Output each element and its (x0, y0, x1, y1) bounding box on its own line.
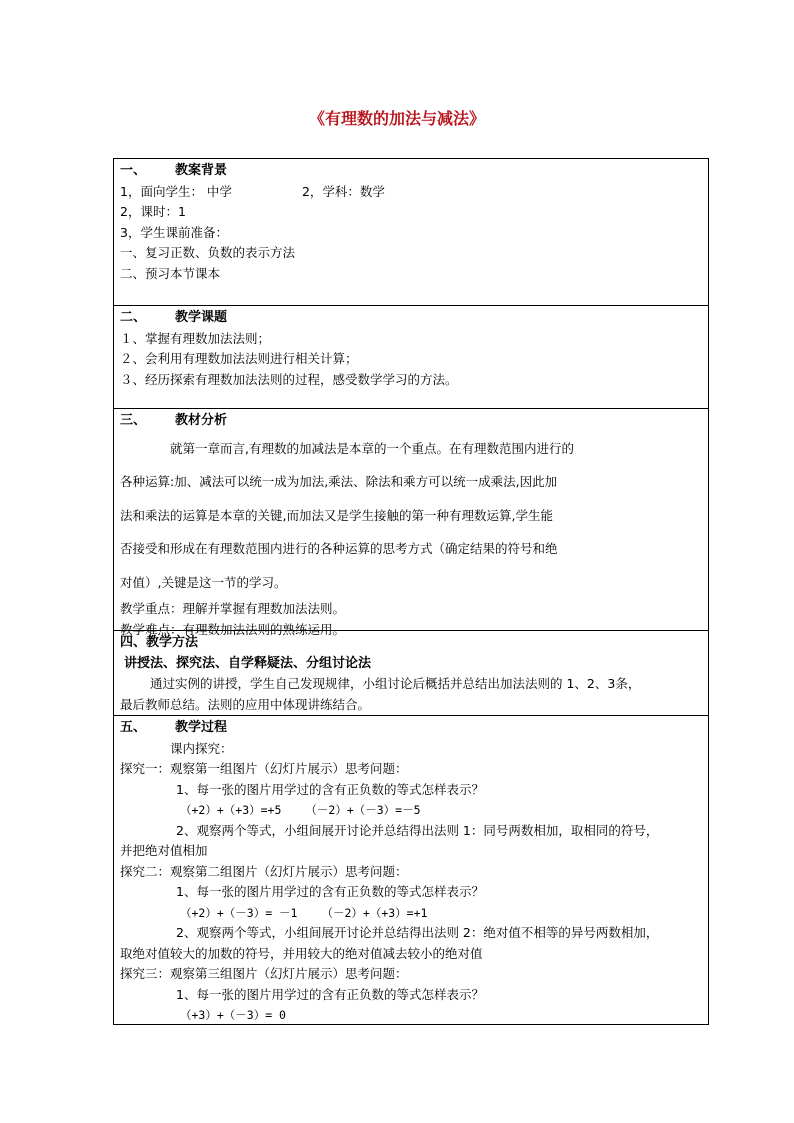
text-line: 2、观察两个等式，小组间展开讨论并总结得出法则 1：同号两数相加，取相同的符号， (176, 822, 659, 838)
section-number: 二、 (120, 310, 147, 325)
text-line: ３、经历探索有理数加法法则的过程，感受数学学习的方法。 (120, 371, 458, 387)
text-line: 3，学生课前准备： (120, 224, 228, 240)
audience-text: 1，面向学生： 中学 (120, 183, 232, 199)
section-title: 教学课题 (175, 310, 228, 325)
text-line: 就第一章而言,有理数的加减法是本章的一个重点。在有理数范围内进行的 (170, 440, 574, 456)
section-heading (120, 718, 702, 739)
text-line: 1、每一张的图片用学过的含有正负数的等式怎样表示？ (176, 884, 484, 899)
section-heading: 四、教学方法 (120, 635, 199, 650)
equation: （+2）+（+3）=+5 (180, 803, 282, 817)
equation: （－2）+（+3）=+1 (321, 905, 428, 920)
key-point: 教学重点：理解并掌握有理数加法法则。 (120, 601, 346, 616)
text-line: 各种运算:加、减法可以统一成为加法,乘法、除法和乘方可以统一成乘法,因此加 (120, 474, 558, 489)
equation-line (120, 800, 702, 821)
text-line: 并把绝对值相加 (120, 843, 208, 858)
text-line: 否接受和形成在有理数范围内进行的各种运算的思考方式（确定结果的符号和绝 (120, 541, 558, 556)
text-line: 课内探究： (170, 740, 233, 756)
equation-line (120, 903, 702, 924)
section-title: 教案背景 (175, 163, 228, 178)
text-line: 探究二：观察第二组图片（幻灯片展示）思考问题： (120, 863, 408, 879)
section-analysis (114, 409, 708, 637)
section-background (114, 159, 708, 306)
section-number: 五、 (120, 720, 147, 735)
section-heading (120, 411, 702, 432)
text-line: 最后教师总结。法则的应用中体现讲练结合。 (120, 696, 371, 712)
text-line: 2，课时：1 (120, 204, 186, 219)
text-line: 取绝对值较大的加数的符号，并用较大的绝对值减去较小的绝对值 (120, 945, 483, 961)
text-line: 2、观察两个等式，小组间展开讨论并总结得出法则 2：绝对值不相等的异号两数相加， (176, 925, 659, 940)
section-heading (120, 308, 702, 329)
equation: （+2）+（－3）= －1 (180, 905, 298, 920)
text-line: 对值）,关键是这一节的学习。 (120, 574, 287, 590)
text-line: １、掌握有理数加法法则； (120, 330, 271, 346)
text-line: 1、每一张的图片用学过的含有正负数的等式怎样表示？ (176, 986, 484, 1002)
text-line: 二、预习本节课本 (120, 265, 221, 281)
text-line: 法和乘法的运算是本章的关键,而加法又是学生接触的第一种有理数运算,学生能 (120, 507, 553, 523)
section-number: 一、 (120, 163, 147, 178)
lesson-plan-table (113, 158, 709, 1025)
text-line: 一、复习正数、负数的表示方法 (120, 245, 296, 260)
text-line: 1、每一张的图片用学过的含有正负数的等式怎样表示？ (176, 781, 484, 797)
section-topic (114, 306, 708, 409)
section-process (114, 716, 708, 1024)
equation-line: （+3）+（－3）= 0 (180, 1008, 286, 1022)
section-title: 教材分析 (175, 413, 228, 428)
text-line: 通过实例的讲授，学生自己发现规律，小组讨论后概括并总结出加法法则的 1、2、3条， (150, 676, 641, 691)
section-number: 三、 (120, 413, 147, 428)
text-line: ２、会利用有理数加法法则进行相关计算； (120, 351, 358, 366)
text-line: 探究一：观察第一组图片（幻灯片展示）思考问题： (120, 761, 408, 776)
text-line: 探究三：观察第三组图片（幻灯片展示）思考问题： (120, 966, 408, 981)
equation: （－2）+（－3）=－5 (305, 803, 421, 817)
methods-list: 讲授法、探究法、自学释疑法、分组讨论法 (124, 655, 372, 671)
section-methods (114, 631, 708, 716)
difficult-point: 教学难点：有理数加法法则的熟练运用。 (120, 621, 346, 637)
text-line (120, 182, 702, 203)
section-title: 教学过程 (175, 720, 228, 735)
section-heading (120, 161, 702, 182)
document-title: 《有理数的加法与减法》 (308, 109, 485, 128)
subject-text: 2，学科：数学 (301, 183, 385, 199)
